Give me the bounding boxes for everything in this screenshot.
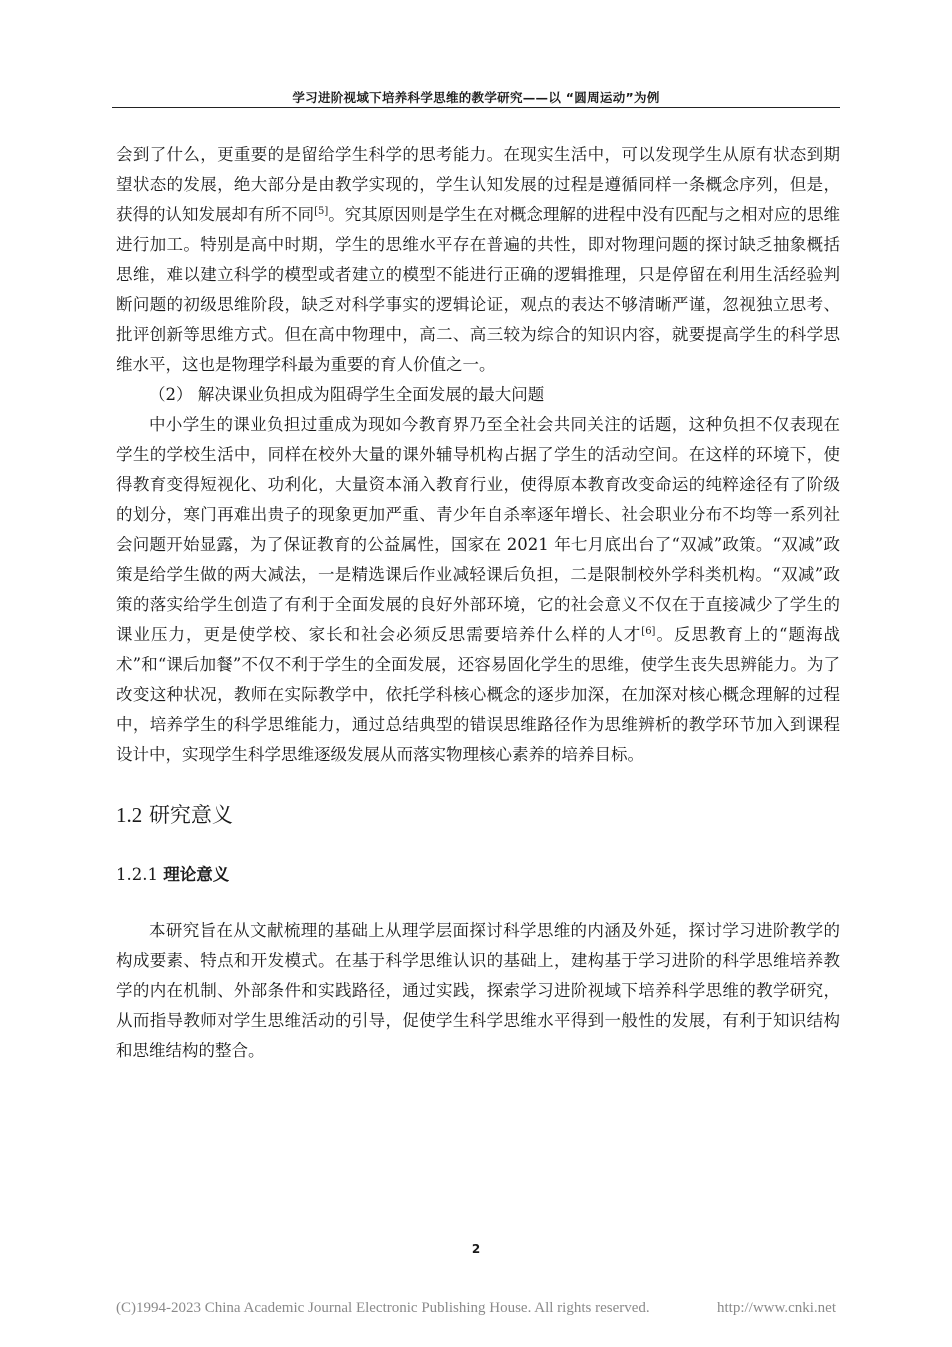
section-title: 研究意义 xyxy=(148,803,233,827)
paragraph-continuation xyxy=(116,140,840,380)
body-text xyxy=(116,140,840,1066)
header-rule xyxy=(112,107,840,108)
copyright-footer xyxy=(116,1300,836,1317)
paragraph-text: 中小学生的课业负担过重成为现如今教育界乃至全社会共同关注的话题，这种负担不仅表现在学生的学校生活中，同样在校外大量的课外辅导机构占据了学生的活动空间。在这样的环境下，使得教育变得短视化、功利化，大量资本涌入教育行业，使得原本教育改变命运的纯粹途径有了阶级的划分，寒门再难出贵子的现象更加严重、青少年自杀率逐年增长、社会职业分布不均等一系列社会问题开始显露，为了保证教育的公益属性，国家在 2021 年七月底出台了“双减”政策。“双减”政策是给学生做的两大减法，一是精选课后作业减轻课后负担，二是限制校外学科类机构。“双减”政策的落实给学生创造了有利于全面发展的良好外部环境，它的社会意义不仅在于直接减少了学生的课业压力，更是使学校、家长和社会必须反思需要培养什么样的人才 xyxy=(116,415,840,644)
footer-url: http://www.cnki.net xyxy=(716,1300,836,1316)
paragraph xyxy=(116,410,840,770)
copyright-text: (C)1994-2023 China Academic Journal Electronic Publishing House. All rights reserved. xyxy=(116,1300,650,1316)
paragraph: 本研究旨在从文献梳理的基础上从理学层面探讨科学思维的内涵及外延，探讨学习进阶教学的构成要素、特点和开发模式。在基于科学思维认识的基础上，建构基于学习进阶的科学思维培养教学的内在机制、外部条件和实践路径，通过实践，探索学习进阶视域下培养科学思维的教学研究，从而指导教师对学生思维活动的引导，促使学生科学思维水平得到一般性的发展，有利于知识结构和思维结构的整合。 xyxy=(116,921,840,1060)
page-number: 2 xyxy=(471,1242,481,1256)
paragraph-text: 。反思教育上的“题海战术”和“课后加餐”不仅不利于学生的全面发展，还容易固化学生的思维，使学生丧失思辨能力。为了改变这种状况，教师在实际教学中，依托学科核心概念的逐步加深，在加深对核心概念理解的过程中，培养学生的科学思维能力，通过总结典型的错误思维路径作为思维辨析的教学环节加入到课程设计中，实现学生科学思维逐级发展从而落实物理核心素养的培养目标。 xyxy=(116,625,841,764)
section-number: 1.2 xyxy=(116,803,143,827)
section-heading xyxy=(116,800,840,830)
running-header: 学习进阶视域下培养科学思维的教学研究——以 “圆周运动”为例 xyxy=(292,90,660,105)
list-item: （2） 解决课业负担成为阻碍学生全面发展的最大问题 xyxy=(149,385,545,404)
paragraph-text: 会到了什么，更重要的是留给学生科学的思考能力。在现实生活中，可以发现学生从原有状态到期望状态的发展，绝大部分是由教学实现的，学生认知发展的过程是遵循同样一条概念序列，但是，获得的认知发展却有所不同 xyxy=(116,145,840,224)
spacer xyxy=(116,890,840,916)
citation-ref: [6] xyxy=(641,626,656,637)
paragraph-text: 。究其原因则是学生在对概念理解的进程中没有匹配与之相对应的思维进行加工。特别是高中时期，学生的思维水平存在普遍的共性，即对物理问题的探讨缺乏抽象概括思维，难以建立科学的模型或者建立的模型不能进行正确的逻辑推理，只是停留在利用生活经验判断问题的初级思维阶段，缺乏对科学事实的逻辑论证，观点的表达不够清晰严谨，忽视独立思考、批评创新等思维方式。但在高中物理中，高二、高三较为综合的知识内容，就要提高学生的科学思维水平，这也是物理学科最为重要的育人价值之一。 xyxy=(116,205,841,374)
subsection-title: 理论意义 xyxy=(163,865,230,884)
subsection-heading xyxy=(116,860,840,890)
citation-ref: [5] xyxy=(314,206,329,217)
subsection-number: 1.2.1 xyxy=(116,865,158,884)
